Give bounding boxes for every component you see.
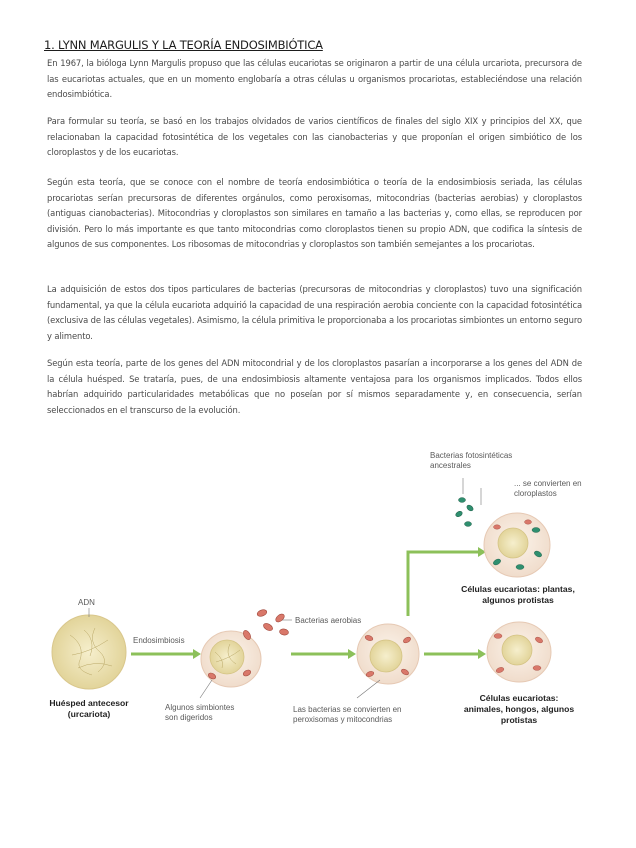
arrow-head [193,649,201,659]
label-host-2: (urcariota) [67,709,111,719]
plant-cell [484,513,550,577]
label-plants-1: Células eucariotas: plantas, [461,584,575,594]
label-host-1: Huésped antecesor [49,698,129,708]
label-animals-2: animales, hongos, algunos [463,704,575,714]
label-animals-1: Células eucariotas: [479,693,559,703]
label-animals-3: protistas [500,715,538,725]
label-plants-2: algunos protistas [482,595,554,605]
become-pointer [357,680,380,698]
engulfing-cell [201,631,261,687]
page-title: 1. LYNN MARGULIS Y LA TEORÍA ENDOSIMBIÓTICA [44,38,323,52]
arrow-head [348,649,356,659]
label-digested-2: son digeridos [165,713,213,722]
paragraph-basis: Para formular su teoría, se basó en los trabajos olvidados de varios científicos de finales del siglo XIX y principios del XX, que relacionaban la capacidad fotosintética de los vegetales con las cianobacterias y que proponían el origen simbiótico de los cloroplastos y de los eucariotas. [47,116,582,158]
host-ancestor-cell [52,615,126,689]
label-endosimbiosis: Endosimbiosis [133,636,185,645]
label-aerobic: Bacterias aerobias [295,616,362,625]
label-become-2: peroxisomas y mitocondrias [293,715,393,724]
arrow-head [478,649,486,659]
digested-pointer [200,680,212,698]
endosymbiosis-diagram [0,430,636,760]
paragraph-theory: Según esta teoría, que se conoce con el nombre de teoría endosimbiótica o teoría de la endosimbiosis seriada, las células procariotas serían precursoras de diferentes orgánulos, como peroxisomas, mitocondrias (bacterias aerobias) y cloroplastos (antiguas cianobacterias). Mitocondrias y cloroplastos son similares en tamaño a las bacterias y, como ellas, se reproducen por división. Pero lo más importante es que tanto mitocondrias como cloroplastos tienen su propio ADN, que codifica la síntesis de algunos de sus componentes. Los ribosomas de mitocondrias y cloroplastos son también semejantes a los procariotas. [47,177,582,250]
label-chloro-1: ... se convierten en [514,479,582,488]
label-photo-2: ancestrales [430,461,471,470]
label-chloro-2: cloroplastos [514,489,557,498]
paragraph-genes: Según esta teoría, parte de los genes del ADN mitocondrial y de los cloroplastos pasarían a incorporarse a los genes del ADN de la célula huésped. Se trataría, pues, de una endosimbiosis altamente ventajosa para los organismos implicados. Todos ellos habrían adquirido particularidades metabólicas que no poseían por sí mismos separadamente y, en consecuencia, serían seleccionados en el transcurso de la evolución. [47,358,582,415]
photosynthetic-bacteria [455,498,474,527]
animal-cell [487,622,551,682]
paragraph-acquisition: La adquisición de estos dos tipos particulares de bacterias (precursoras de mitocondrias y cloroplastos) tuvo una significación fundamental, ya que la célula eucariota adquirió la capacidad de una respiración aerobia conciente con la capacidad fotosintética (exclusiva de las células vegetales). Asimismo, la célula primitiva le proporcionaba a los procariotas simbiontes un entorno seguro y alimento. [47,284,582,341]
label-adn: ADN [78,598,95,607]
label-photo-1: Bacterias fotosintéticas [430,451,513,460]
proto-eukaryote-cell [357,624,419,684]
label-become-1: Las bacterias se convierten en [293,705,402,714]
paragraph-intro: En 1967, la bióloga Lynn Margulis propuso que las células eucariotas se originaron a partir de una célula urcariota, precursora de las eucariotas actuales, que en un momento englobaría a otras células u organismos procariotas, estableciéndose una relación endosimbiótica. [47,58,582,100]
label-digested-1: Algunos simbiontes [165,703,235,712]
